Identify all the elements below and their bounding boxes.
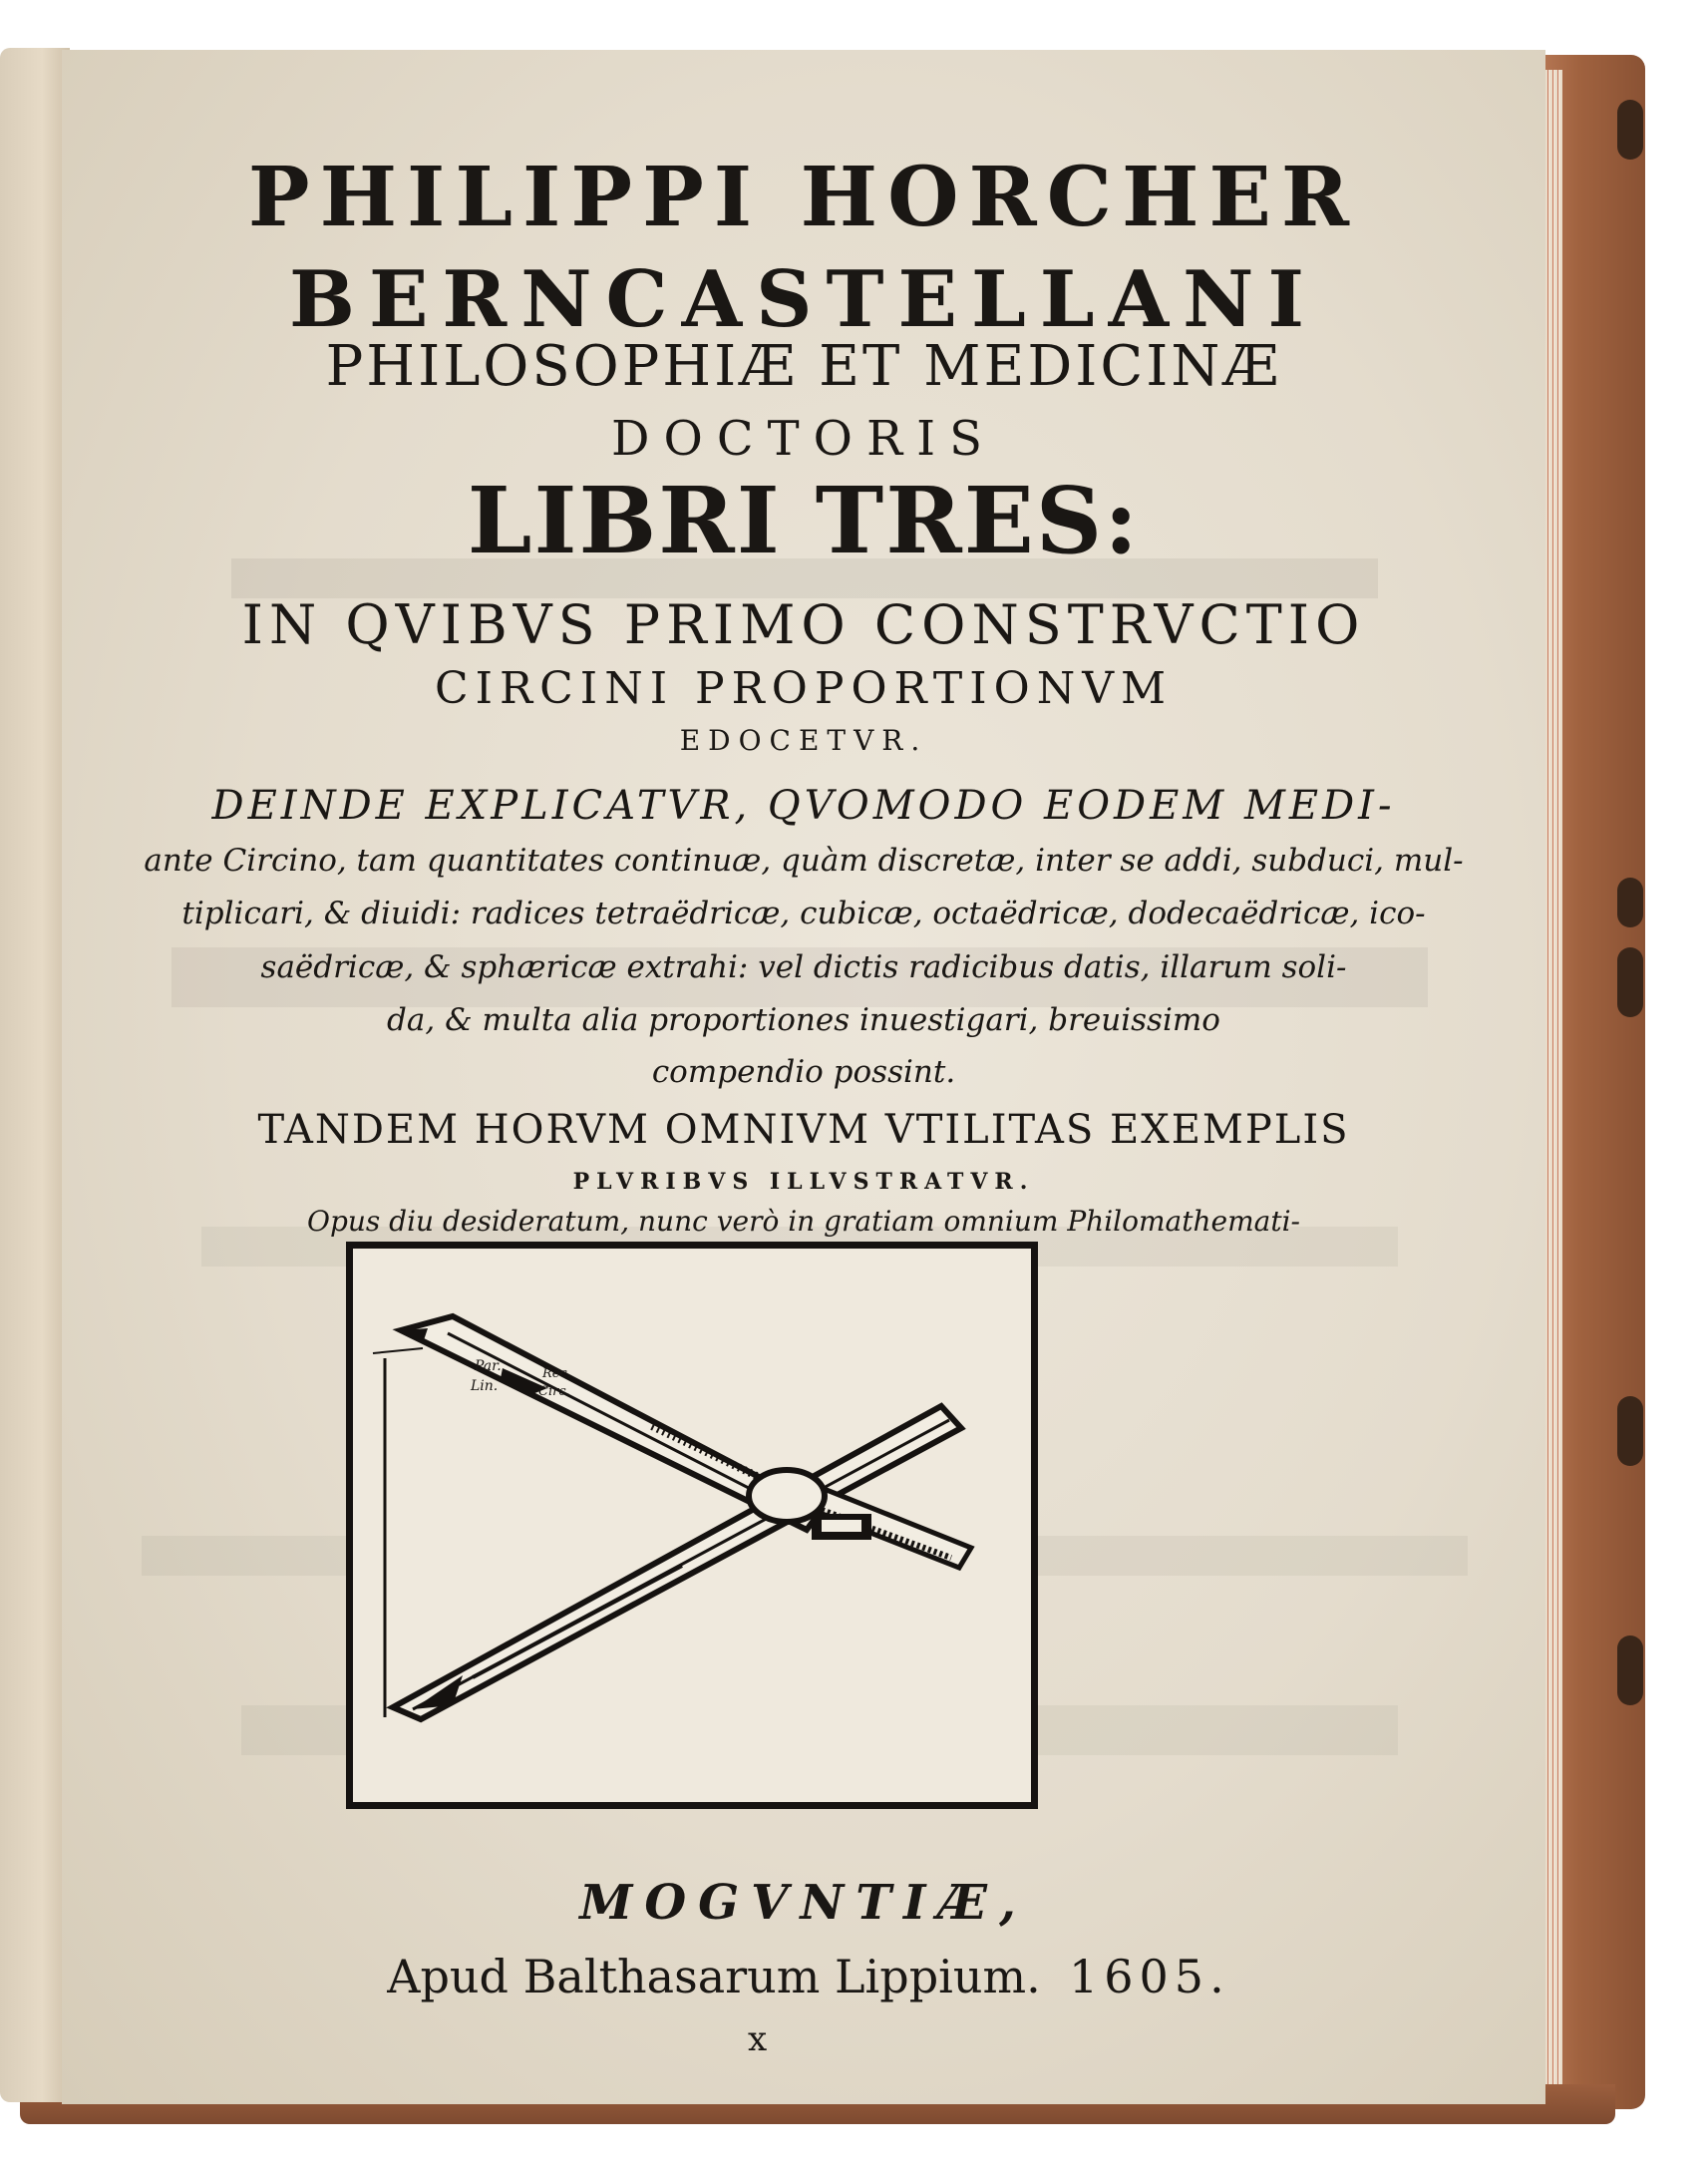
subtitle-line: CIRCINI PROPORTIONVM [434, 663, 1174, 714]
imprint-place: MOGVNTIÆ, [579, 1875, 1028, 1931]
tandem-line: PLVRIBVS ILLVSTRATVR. [572, 1169, 1035, 1195]
subtitle-line: EDOCETVR. [679, 724, 928, 757]
scale-label: Rec. [542, 1366, 571, 1381]
binding-band [1617, 947, 1643, 1017]
author-title: DOCTORIS [611, 411, 996, 467]
body-line: tiplicari, & diuidi: radices tetraëdricæ, cubicæ, octaëdricæ, dodecaëdricæ, ico- [181, 896, 1426, 931]
title-page [62, 50, 1545, 2104]
author-name: PHILIPPI HORCHER [247, 150, 1360, 245]
scale-label: Par. [475, 1358, 502, 1374]
facing-leaf [0, 48, 70, 2102]
opus-line: Opus diu desideratum, nunc verò in gratiam omnium Philomathemati- [306, 1205, 1300, 1238]
proportional-compass-icon [353, 1249, 1031, 1802]
book-title: LIBRI TRES: [467, 467, 1141, 574]
imprint-year: 1605. [1069, 1950, 1230, 2003]
binding-band [1617, 1635, 1643, 1705]
woodcut-frame [346, 1242, 1038, 1809]
subtitle-line: IN QVIBVS PRIMO CONSTRVCTIO [241, 593, 1366, 656]
ownership-mark: x [748, 2019, 768, 2059]
body-line: DEINDE EXPLICATVR, QVOMODO EODEM MEDI- [211, 783, 1396, 829]
author-degree: PHILOSOPHIÆ ET MEDICINÆ [325, 334, 1282, 399]
tandem-line: TANDEM HORVM OMNIVM VTILITAS EXEMPLIS [257, 1107, 1350, 1153]
binding-band [1617, 878, 1643, 927]
imprint-printer: Apud Balthasarum Lippium. [387, 1950, 1041, 2003]
scale-label: Lin. [471, 1378, 499, 1394]
body-line: compendio possint. [651, 1054, 956, 1090]
body-line: ante Circino, tam quantitates continuæ, quàm discretæ, inter se addi, subduci, mul- [144, 843, 1464, 879]
body-line: saëdricæ, & sphæricæ extrahi: vel dictis radicibus datis, illarum soli- [260, 949, 1347, 985]
binding-band [1617, 100, 1643, 160]
scale-label: Circ. [538, 1384, 570, 1399]
body-line: da, & multa alia proportiones inuestigari, breuissimo [387, 1002, 1220, 1038]
author-origin: BERNCASTELLANI [289, 254, 1318, 345]
binding-band [1617, 1396, 1643, 1466]
